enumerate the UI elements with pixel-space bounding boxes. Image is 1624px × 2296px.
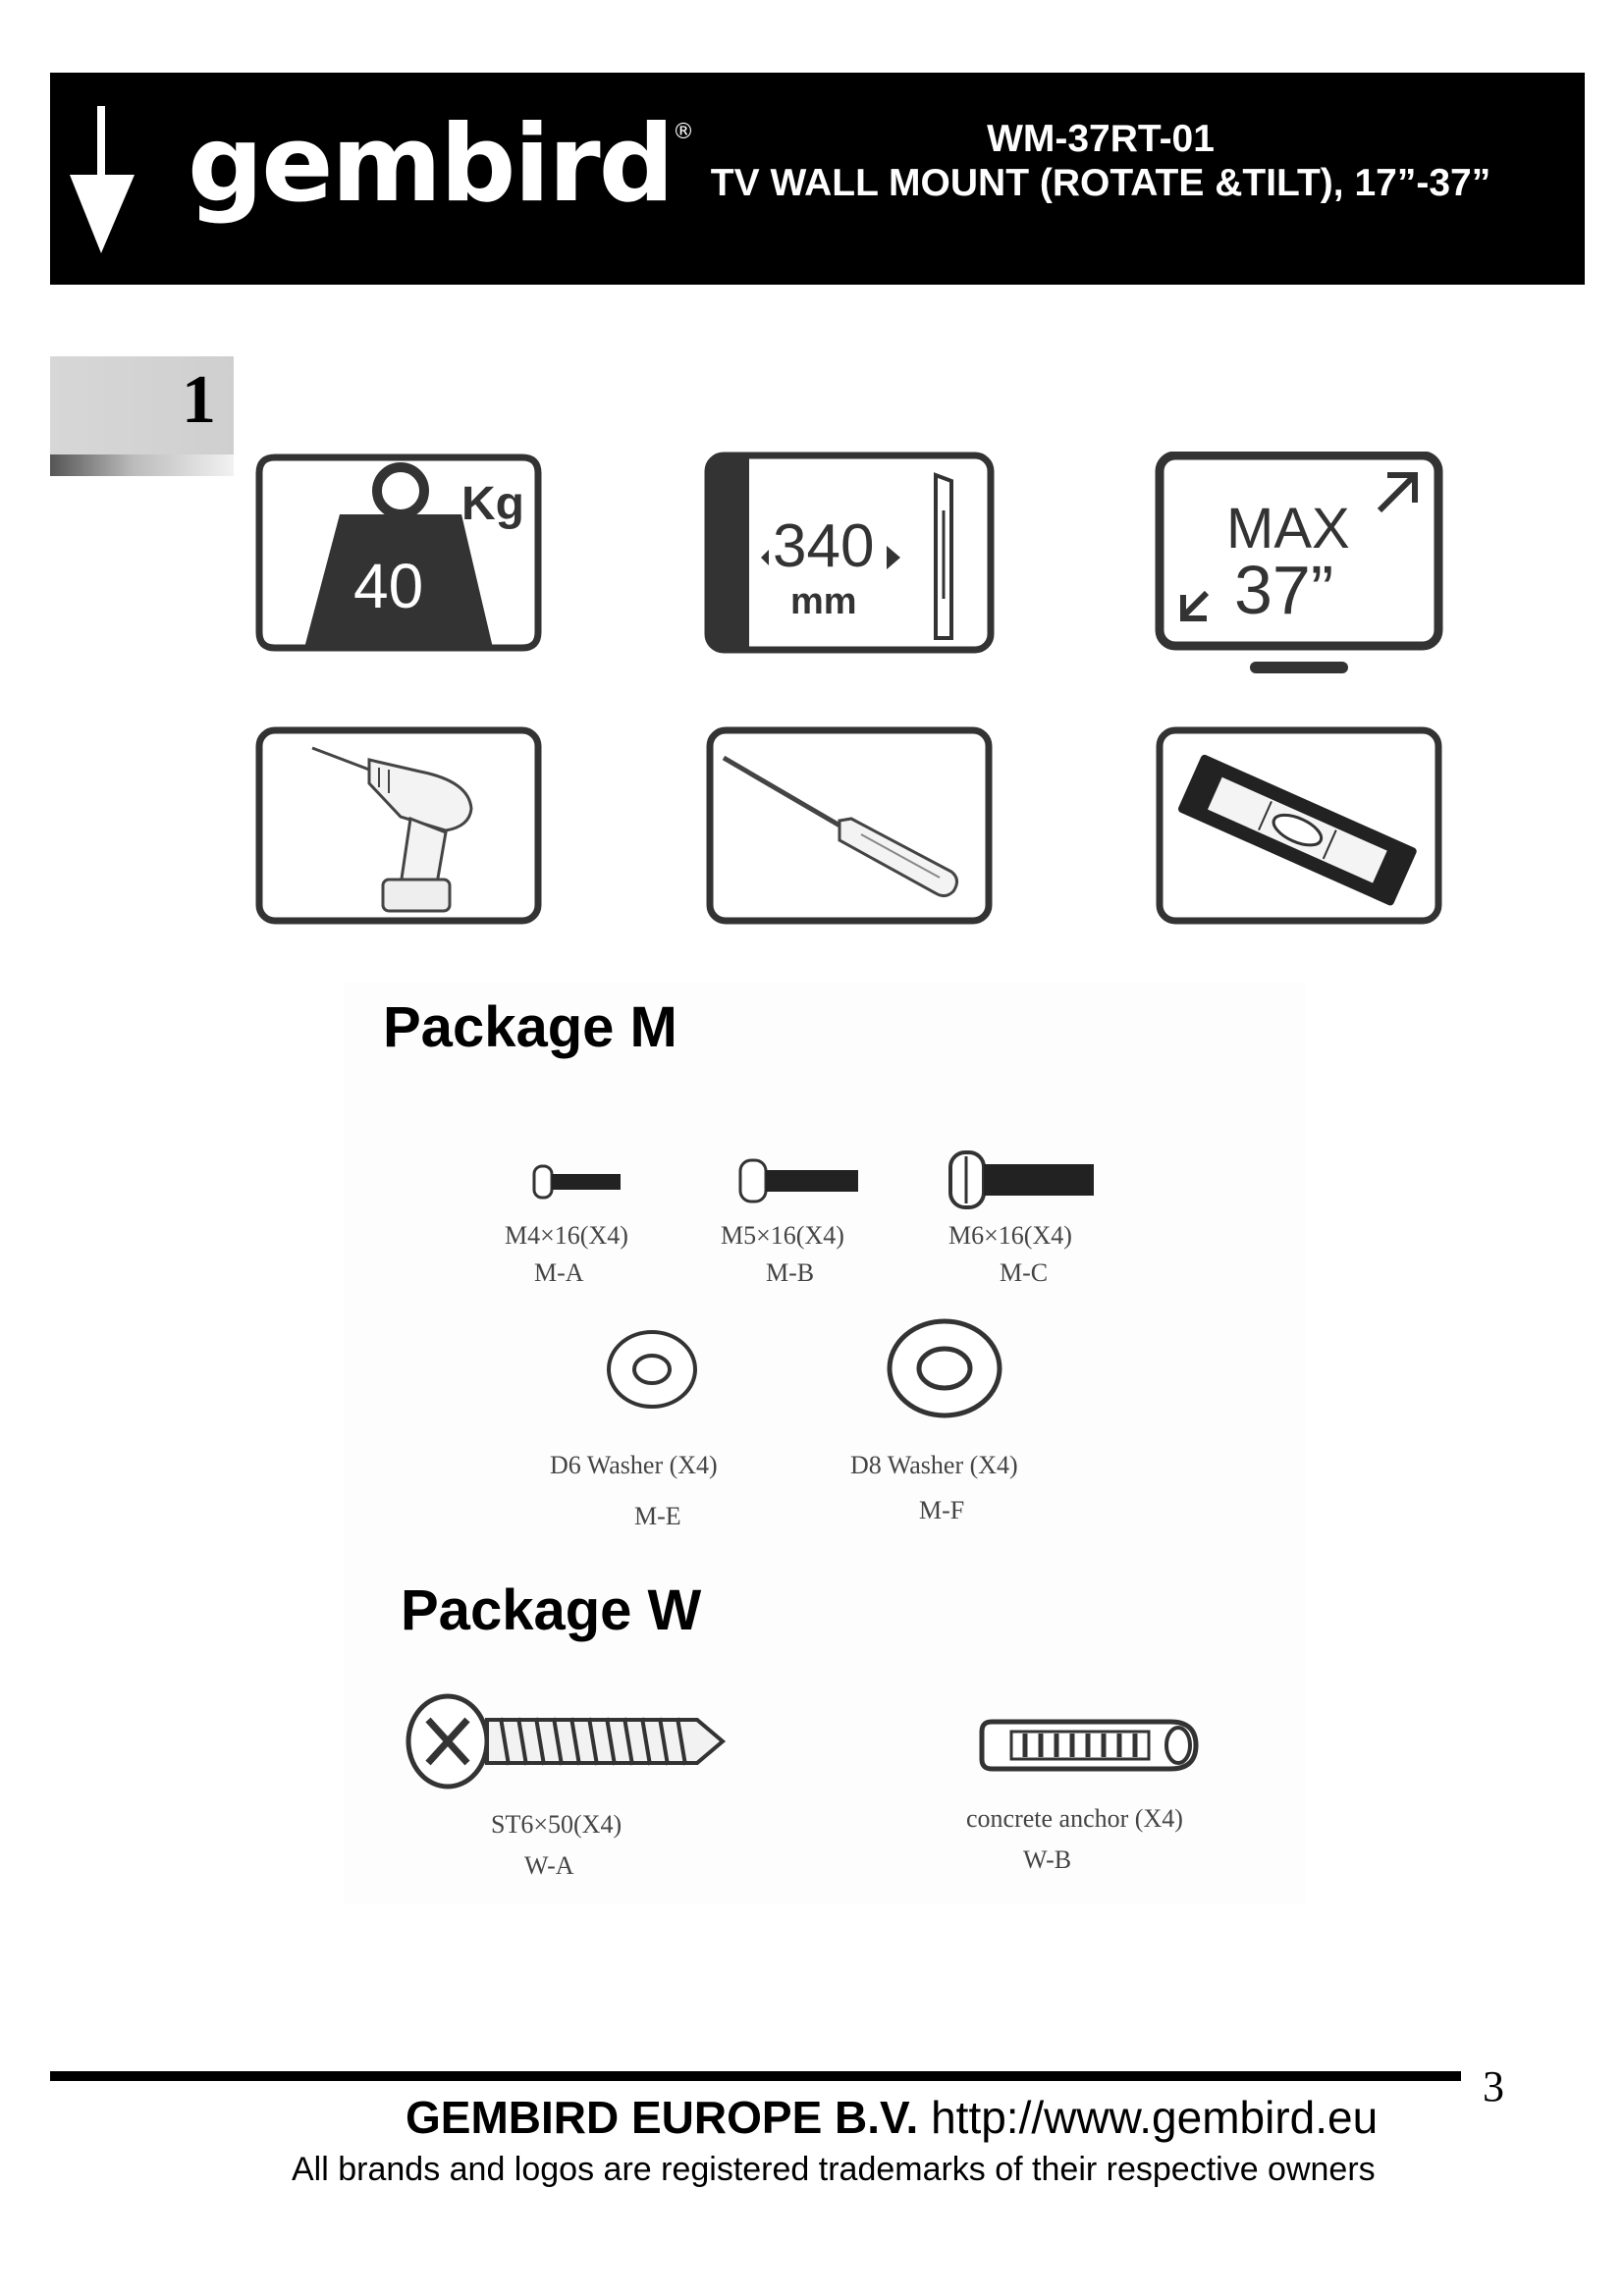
product-title: TV WALL MOUNT (ROTATE &TILT), 17”-37”: [710, 162, 1491, 204]
step-gradient-bar: [50, 454, 234, 476]
brand-logo: gembird®: [188, 103, 692, 226]
drill-panel: [253, 724, 544, 927]
screwdriver-panel: [704, 724, 995, 927]
screen-max-label: MAX: [1226, 497, 1350, 561]
screw-m-a-label: M4×16(X4): [505, 1221, 628, 1250]
screw-m-c-code: M-C: [1000, 1258, 1049, 1287]
distance-unit: mm: [790, 581, 857, 622]
weight-value: 40: [353, 551, 424, 621]
footer-rule: [50, 2071, 1461, 2081]
screen-size-value: 37”: [1234, 552, 1334, 628]
step-number: 1: [182, 362, 216, 438]
anchor-label: concrete anchor (X4): [966, 1804, 1183, 1833]
washer-d8-code: M-F: [919, 1496, 965, 1524]
wall-screw-code: W-A: [524, 1851, 574, 1880]
header-bar: [50, 73, 1585, 285]
weight-unit: Kg: [461, 478, 524, 530]
washer-d8-label: D8 Washer (X4): [850, 1451, 1018, 1479]
spirit-level-icon: [1154, 724, 1444, 927]
package-w-title: Package W: [401, 1578, 702, 1642]
drill-icon: [253, 724, 544, 927]
screw-m-b-label: M5×16(X4): [721, 1221, 844, 1250]
model-number: WM-37RT-01: [987, 118, 1215, 160]
distance-value: 340: [773, 512, 875, 580]
anchor-code: W-B: [1023, 1845, 1072, 1874]
washer-d6-icon: [603, 1325, 701, 1414]
washer-d6-label: D6 Washer (X4): [550, 1451, 718, 1479]
screw-m4-icon: [530, 1160, 628, 1203]
concrete-anchor-icon: [978, 1706, 1204, 1785]
screw-m-c-label: M6×16(X4): [948, 1221, 1072, 1250]
page-number: 3: [1483, 2062, 1504, 2110]
screw-m6-icon: [947, 1148, 1100, 1213]
trademark-note: All brands and logos are registered trademarks of their respective owners: [292, 2151, 1376, 2188]
company-url[interactable]: http://www.gembird.eu: [931, 2092, 1379, 2143]
level-panel: [1154, 724, 1444, 927]
gembird-arrow-icon: [70, 106, 148, 253]
package-m-title: Package M: [383, 995, 677, 1059]
wall-screw-icon: [403, 1690, 731, 1792]
wall-screw-label: ST6×50(X4): [491, 1810, 623, 1839]
step-tab: [50, 356, 234, 454]
footer-company-line: [406, 2092, 1379, 2143]
screen-size-panel: [1154, 452, 1444, 677]
weight-capacity-panel: [253, 452, 544, 654]
screwdriver-icon: [704, 724, 995, 927]
wall-distance-panel: [704, 452, 995, 654]
company-name: GEMBIRD EUROPE B.V.: [406, 2092, 919, 2143]
screw-m5-icon: [736, 1154, 864, 1209]
washer-d6-code: M-E: [634, 1502, 681, 1530]
screw-m-a-code: M-A: [534, 1258, 584, 1287]
screw-m-b-code: M-B: [766, 1258, 815, 1287]
washer-d8-icon: [884, 1315, 1005, 1421]
